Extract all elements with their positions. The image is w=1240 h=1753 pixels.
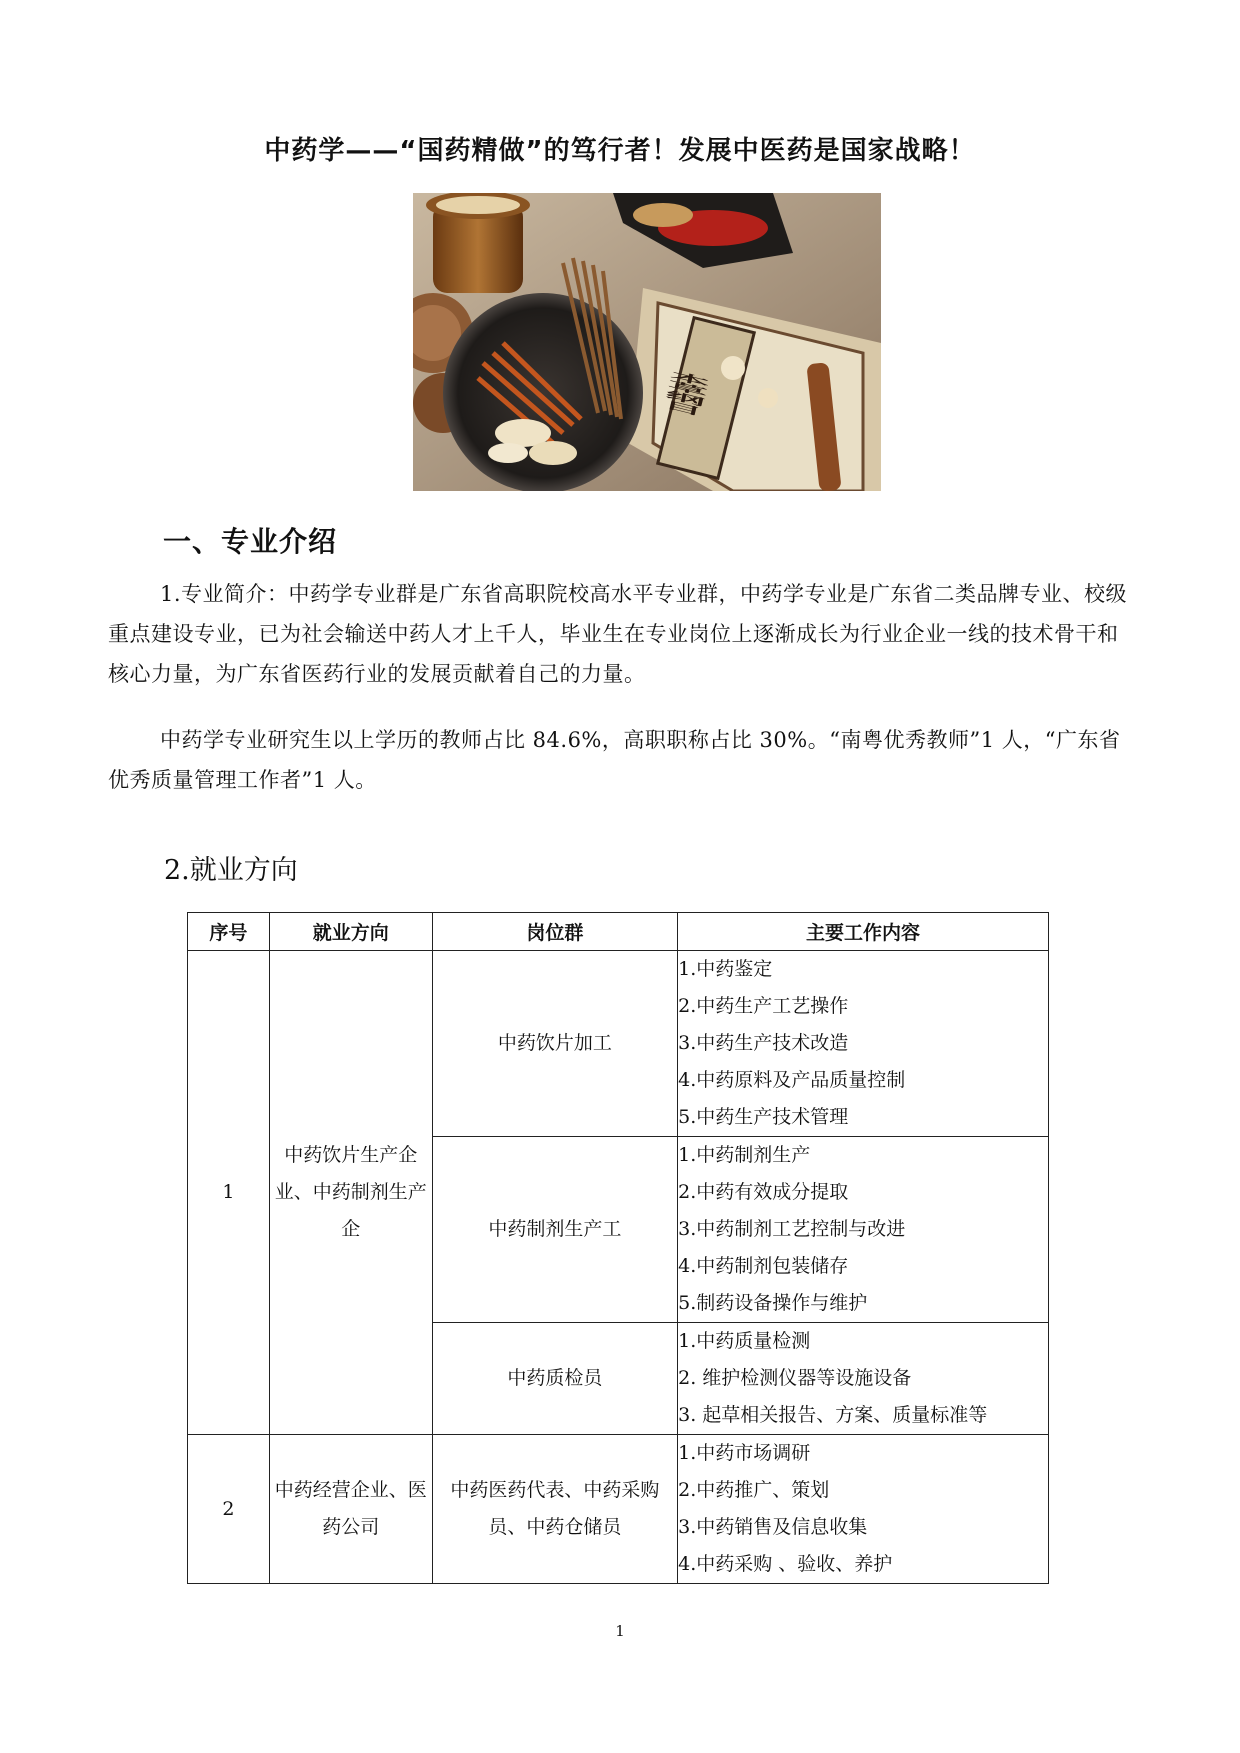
page-number: 1 <box>615 1622 625 1640</box>
task-item: 1.中药鉴定 <box>678 958 773 980</box>
task-list <box>678 1323 1049 1435</box>
task-item: 2.中药有效成分提取 <box>678 1181 849 1203</box>
table-row <box>188 951 1049 1137</box>
table-row <box>188 1435 1049 1584</box>
task-list <box>678 1137 1049 1323</box>
herbal-medicine-photo <box>413 193 881 491</box>
task-item: 1.中药市场调研 <box>678 1442 811 1464</box>
task-item: 4.中药采购 、验收、养护 <box>678 1553 893 1575</box>
col-header-post: 岗位群 <box>432 913 678 951</box>
task-list <box>678 951 1049 1137</box>
col-header-tasks: 主要工作内容 <box>678 913 1049 951</box>
table-header-row <box>188 913 1049 951</box>
faculty-paragraph: 中药学专业研究生以上学历的教师占比 84.6%，高职职称占比 30%。“南粤优秀教师”1 人，“广东省优秀质量管理工作者”1 人。 <box>108 728 1121 792</box>
task-item: 2.中药推广、策划 <box>678 1479 830 1501</box>
employment-table <box>187 912 1049 1584</box>
task-item: 1.中药质量检测 <box>678 1330 811 1352</box>
post-name: 中药质检员 <box>432 1323 678 1435</box>
post-name: 中药医药代表、中药采购员、中药仓储员 <box>432 1435 678 1584</box>
post-name: 中药制剂生产工 <box>432 1137 678 1323</box>
intro-paragraph: 1.专业简介：中药学专业群是广东省高职院校高水平专业群，中药学专业是广东省二类品牌专业、校级重点建设专业，已为社会输送中药人才上千人，毕业生在专业岗位上逐渐成长为行业企业一线的技术骨干和核心力量，为广东省医药行业的发展贡献着自己的力量。 <box>108 582 1128 686</box>
task-item: 3.中药生产技术改造 <box>678 1032 849 1054</box>
task-item: 3.中药销售及信息收集 <box>678 1516 868 1538</box>
task-item: 2.中药生产工艺操作 <box>678 995 849 1017</box>
section-heading-intro: 一、专业介绍 <box>163 525 338 558</box>
task-item: 4.中药制剂包装储存 <box>678 1255 849 1277</box>
row-number: 1 <box>188 951 270 1435</box>
employment-direction: 中药经营企业、医药公司 <box>269 1435 432 1584</box>
section-heading-employment: 2.就业方向 <box>164 855 298 886</box>
wooden-mortar <box>426 193 530 293</box>
task-item: 5.制药设备操作与维护 <box>678 1292 868 1314</box>
task-item: 3. 起草相关报告、方案、质量标准等 <box>678 1404 988 1426</box>
employment-direction: 中药饮片生产企业、中药制剂生产企 <box>269 951 432 1435</box>
post-name: 中药饮片加工 <box>432 951 678 1137</box>
task-item: 5.中药生产技术管理 <box>678 1106 849 1128</box>
task-item: 1.中药制剂生产 <box>678 1144 811 1166</box>
col-header-no: 序号 <box>188 913 270 951</box>
task-list <box>678 1435 1049 1584</box>
task-item: 3.中药制剂工艺控制与改进 <box>678 1218 906 1240</box>
task-item: 2. 维护检测仪器等设施设备 <box>678 1367 912 1389</box>
col-header-direction: 就业方向 <box>269 913 432 951</box>
task-item: 4.中药原料及产品质量控制 <box>678 1069 906 1091</box>
page-title: 中药学——“国药精做”的笃行者！发展中医药是国家战略！ <box>264 136 976 166</box>
row-number: 2 <box>188 1435 270 1584</box>
